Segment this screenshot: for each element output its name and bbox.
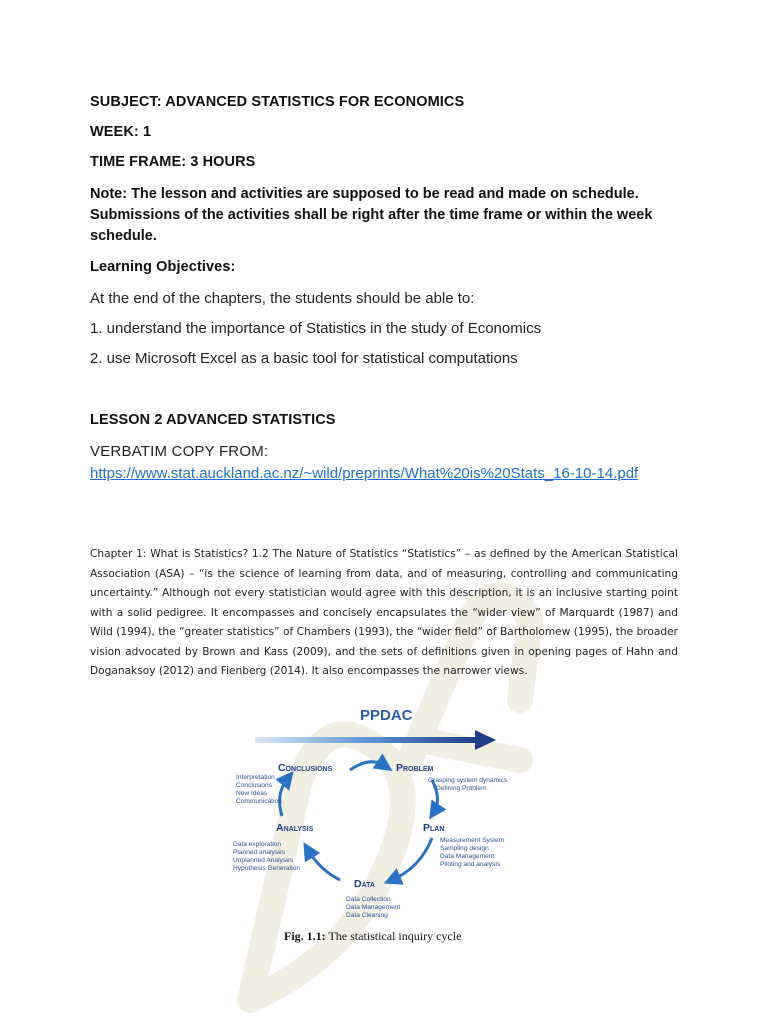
cycle-arrow-plan-data — [392, 838, 432, 880]
stage-plan-label: Plan — [423, 822, 445, 834]
schedule-note: Note: The lesson and activities are supposed to be read and made on schedule. Submissions of the activities shall be right after the time frame or within the week schedule. — [90, 186, 653, 244]
source-label: VERBATIM COPY FROM: — [90, 443, 269, 460]
analysis-item: Planned analyses — [233, 849, 286, 856]
top-arrow-head — [475, 730, 496, 750]
chapter-paragraph: Chapter 1: What is Statistics? 1.2 The Nature of Statistics “Statistics” – as defined by the American Statistical Association (ASA) – “is the science of learning from data, and of measuring, controlling and communicating uncertainty.” Although not every statistician would agree with this description, it is an inclusive starting point with a solid pedigree. It encompasses and concisely encapsulates the “wider view” of Marquardt (1987) and Wild (1994), the “greater statistics” of Chambers (1993), the “wider field” of Bartholomew (1995), the broader vision advocated by Brown and Kass (2009), and the sets of definitions given in opening pages of Hahn and Doganaksoy (2012) and Fienberg (2014). It also encompasses the narrower views. — [90, 548, 678, 677]
figure-caption-text: The statistical inquiry cycle — [325, 929, 462, 943]
figure-caption-label: Fig. 1.1: — [284, 929, 326, 943]
figure-caption — [284, 929, 461, 943]
plan-item: Measurement System — [440, 837, 505, 844]
objectives-heading: Learning Objectives: — [90, 259, 236, 275]
lesson-title: LESSON 2 ADVANCED STATISTICS — [90, 412, 336, 428]
cycle-arrow-data-analysis — [308, 850, 340, 880]
data-item: Data Collection — [346, 896, 391, 903]
conclusions-item: Interpretation — [236, 774, 275, 781]
stage-data-label: Data — [354, 878, 375, 890]
conclusions-item: Conclusions — [236, 782, 272, 789]
plan-item: Data Management — [440, 853, 495, 860]
time-frame-heading: TIME FRAME: 3 HOURS — [90, 154, 256, 170]
data-item: Data Management — [346, 904, 401, 911]
analysis-item: Unplanned Analyses — [233, 857, 294, 864]
figure-title: PPDAC — [360, 707, 413, 724]
analysis-item: Data exploration — [233, 841, 282, 848]
problem-item: Defining Problem — [436, 785, 487, 792]
ppdac-figure — [180, 698, 590, 948]
week-heading: WEEK: 1 — [90, 124, 152, 140]
objective-item-1: 1. understand the importance of Statistics in the study of Economics — [90, 320, 542, 337]
stage-problem-label: Problem — [396, 762, 434, 774]
objective-item-2: 2. use Microsoft Excel as a basic tool for statistical computations — [90, 350, 518, 367]
objectives-intro: At the end of the chapters, the students should be able to: — [90, 290, 475, 307]
plan-item: Piloting and analysis — [440, 861, 501, 868]
stage-conclusions-label: Conclusions — [278, 762, 333, 774]
data-item: Data Cleaning — [346, 912, 388, 919]
source-link[interactable]: https://www.stat.auckland.ac.nz/~wild/preprints/What%20is%20Stats_16-10-14.pdf — [90, 465, 639, 482]
subject-heading: SUBJECT: ADVANCED STATISTICS FOR ECONOMICS — [90, 94, 465, 110]
top-arrow-shaft — [255, 737, 475, 743]
analysis-item: Hypothesis Generation — [233, 865, 301, 872]
conclusions-item: New Ideas — [236, 790, 268, 797]
cycle-arrow-analysis-conclusions — [280, 778, 288, 816]
problem-item: Grasping system dynamics — [428, 777, 508, 784]
conclusions-item: Communication — [236, 798, 282, 805]
stage-analysis-label: Analysis — [276, 822, 314, 834]
cycle-arrow-conclusions-problem — [350, 762, 385, 770]
plan-item: Sampling design — [440, 845, 489, 852]
